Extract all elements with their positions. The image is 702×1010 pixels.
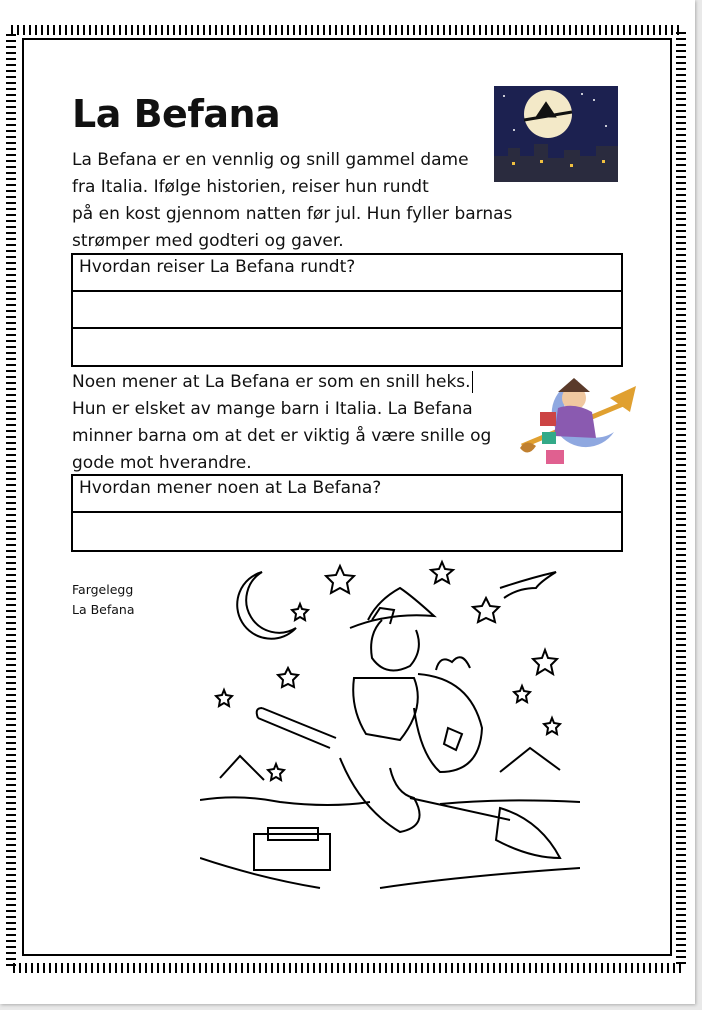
intro-paragraph [72, 147, 512, 255]
question-box-1 [71, 253, 623, 367]
coloring-label-line: La Befana [72, 602, 135, 617]
intro-line: strømper med godteri og gaver. [72, 231, 344, 251]
second-line: minner barna om at det er viktig å være snille og [72, 426, 492, 446]
question-box-2 [71, 474, 623, 552]
befana-cartoon-icon [518, 372, 636, 472]
second-line: Noen mener at La Befana er som en snill heks. [72, 372, 471, 392]
intro-line: La Befana er en vennlig og snill gammel dame [72, 150, 469, 170]
text-cursor [472, 371, 473, 393]
question-1-label: Hvordan reiser La Befana rundt? [73, 255, 621, 292]
coloring-instruction [72, 580, 135, 620]
second-line: gode mot hverandre. [72, 453, 252, 473]
coloring-page-illustration [200, 558, 580, 898]
coloring-label-line: Fargelegg [72, 582, 134, 597]
answer-line[interactable] [73, 292, 621, 329]
answer-line[interactable] [73, 329, 621, 365]
answer-line[interactable] [73, 513, 621, 550]
second-line: Hun er elsket av mange barn i Italia. La Befana [72, 399, 473, 419]
page-title: La Befana [72, 92, 281, 136]
intro-line: fra Italia. Ifølge historien, reiser hun rundt [72, 177, 429, 197]
question-2-label: Hvordan mener noen at La Befana? [73, 476, 621, 513]
night-sky-witch-icon [494, 86, 618, 182]
second-paragraph [72, 369, 491, 477]
intro-line: på en kost gjennom natten før jul. Hun fyller barnas [72, 204, 513, 224]
